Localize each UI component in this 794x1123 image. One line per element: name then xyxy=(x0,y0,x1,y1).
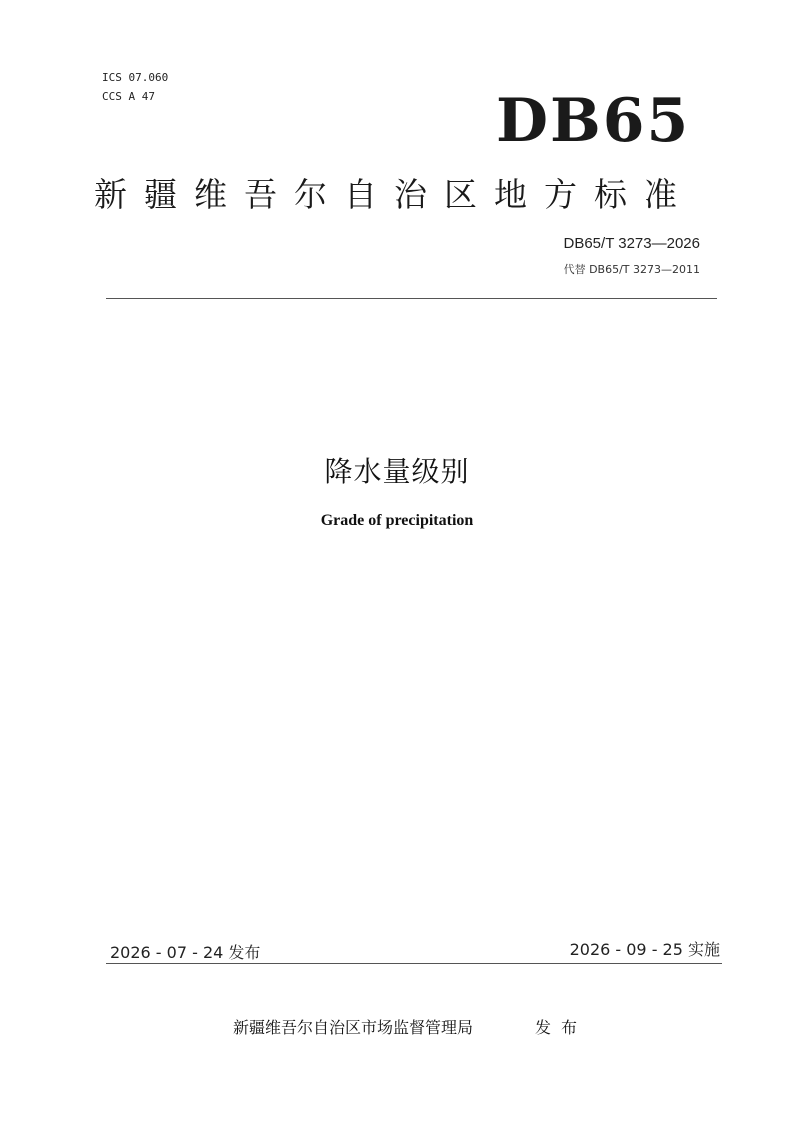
ccs-code: CCS A 47 xyxy=(102,90,155,103)
issue-date: 2026 - 07 - 24 发布 xyxy=(110,943,261,962)
db65-logo xyxy=(496,86,690,156)
bottom-divider xyxy=(106,963,722,964)
ics-code: ICS 07.060 xyxy=(102,71,169,84)
top-divider xyxy=(106,298,717,299)
title-chinese: 降水量级别 xyxy=(324,455,470,488)
standard-number: DB65/T 3273—2026 xyxy=(563,235,700,252)
title-english: Grade of precipitation xyxy=(320,512,474,529)
standard-type-name: 新疆维吾尔自治区地方标准 xyxy=(94,175,694,214)
issuing-organization: 新疆维吾尔自治区市场监督管理局 xyxy=(233,1018,474,1037)
standard-replaces: 代替 DB65/T 3273—2011 xyxy=(563,263,700,276)
logo-text: DB65 xyxy=(496,86,691,156)
implementation-date: 2026 - 09 - 25 实施 xyxy=(569,940,720,959)
classification-codes xyxy=(102,68,168,106)
issuer-action: 发布 xyxy=(535,1018,588,1037)
